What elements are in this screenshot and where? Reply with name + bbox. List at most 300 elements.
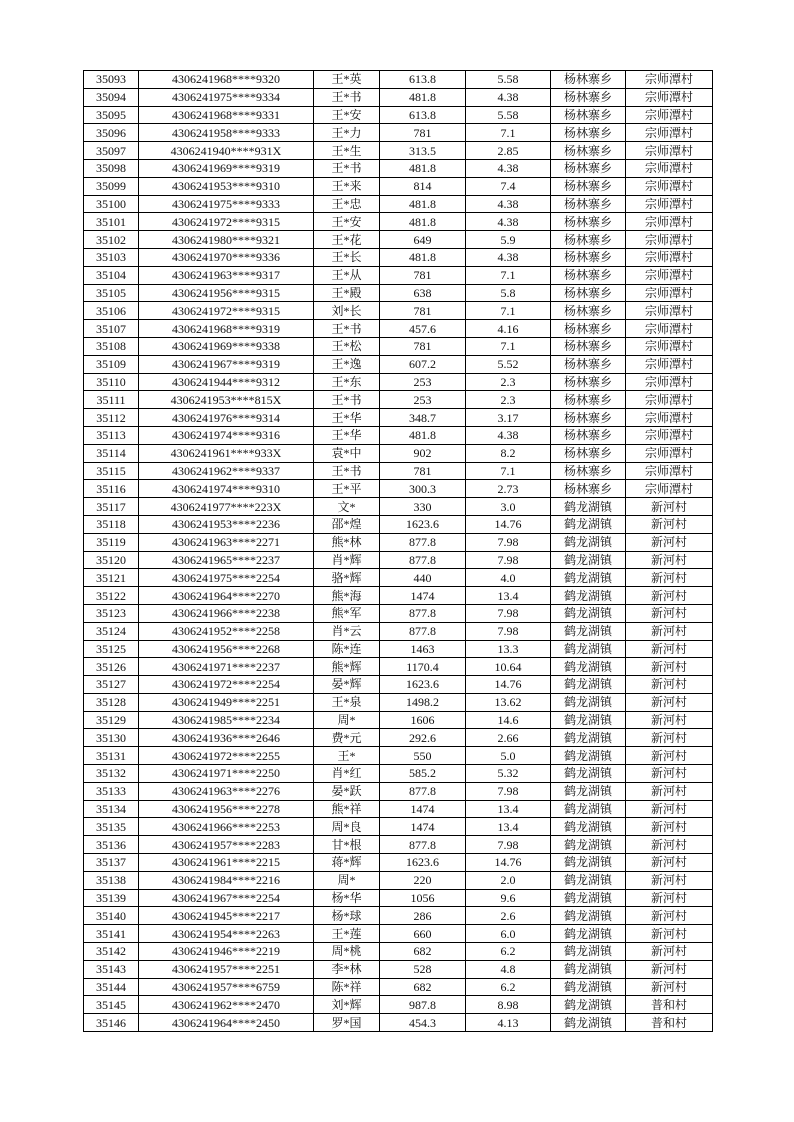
cell-village: 宗师潭村 xyxy=(626,480,713,498)
cell-area: 14.76 xyxy=(466,676,551,694)
cell-village: 新河村 xyxy=(626,498,713,516)
cell-village: 新河村 xyxy=(626,569,713,587)
cell-township: 鹤龙湖镇 xyxy=(551,943,626,961)
cell-id-number: 4306241953****2236 xyxy=(139,515,314,533)
table-row xyxy=(84,426,713,444)
table-row xyxy=(84,943,713,961)
cell-name: 王*花 xyxy=(314,231,380,249)
table-row xyxy=(84,444,713,462)
cell-village: 新河村 xyxy=(626,729,713,747)
cell-area: 7.4 xyxy=(466,177,551,195)
cell-amount: 1170.4 xyxy=(380,658,466,676)
table-row xyxy=(84,747,713,765)
cell-id-number: 4306241972****2254 xyxy=(139,676,314,694)
cell-village: 普和村 xyxy=(626,996,713,1014)
cell-name: 李*林 xyxy=(314,960,380,978)
table-row xyxy=(84,871,713,889)
table-row xyxy=(84,729,713,747)
cell-name: 王*殿 xyxy=(314,284,380,302)
cell-village: 宗师潭村 xyxy=(626,444,713,462)
cell-area: 4.0 xyxy=(466,569,551,587)
cell-amount: 440 xyxy=(380,569,466,587)
cell-amount: 1056 xyxy=(380,889,466,907)
cell-serial: 35096 xyxy=(84,124,139,142)
cell-name: 王*书 xyxy=(314,88,380,106)
table-row xyxy=(84,124,713,142)
cell-township: 鹤龙湖镇 xyxy=(551,569,626,587)
cell-serial: 35117 xyxy=(84,498,139,516)
cell-serial: 35131 xyxy=(84,747,139,765)
cell-village: 宗师潭村 xyxy=(626,231,713,249)
cell-village: 新河村 xyxy=(626,622,713,640)
cell-area: 4.13 xyxy=(466,1014,551,1032)
cell-serial: 35114 xyxy=(84,444,139,462)
cell-id-number: 4306241963****9317 xyxy=(139,266,314,284)
cell-id-number: 4306241957****6759 xyxy=(139,978,314,996)
cell-village: 新河村 xyxy=(626,693,713,711)
cell-serial: 35113 xyxy=(84,426,139,444)
cell-amount: 253 xyxy=(380,373,466,391)
cell-amount: 638 xyxy=(380,284,466,302)
cell-name: 刘*辉 xyxy=(314,996,380,1014)
table-row xyxy=(84,320,713,338)
cell-id-number: 4306241966****2253 xyxy=(139,818,314,836)
cell-serial: 35093 xyxy=(84,71,139,89)
cell-village: 新河村 xyxy=(626,782,713,800)
cell-serial: 35098 xyxy=(84,159,139,177)
cell-area: 14.6 xyxy=(466,711,551,729)
cell-name: 周* xyxy=(314,711,380,729)
cell-id-number: 4306241956****9315 xyxy=(139,284,314,302)
cell-name: 熊*祥 xyxy=(314,800,380,818)
cell-id-number: 4306241956****2278 xyxy=(139,800,314,818)
cell-village: 新河村 xyxy=(626,587,713,605)
cell-name: 甘*根 xyxy=(314,836,380,854)
cell-area: 13.3 xyxy=(466,640,551,658)
cell-township: 杨林寨乡 xyxy=(551,444,626,462)
cell-township: 鹤龙湖镇 xyxy=(551,800,626,818)
cell-area: 2.3 xyxy=(466,391,551,409)
cell-township: 鹤龙湖镇 xyxy=(551,658,626,676)
cell-id-number: 4306241957****2283 xyxy=(139,836,314,854)
cell-township: 鹤龙湖镇 xyxy=(551,551,626,569)
cell-area: 5.58 xyxy=(466,71,551,89)
cell-id-number: 4306241945****2217 xyxy=(139,907,314,925)
cell-serial: 35137 xyxy=(84,854,139,872)
cell-amount: 550 xyxy=(380,747,466,765)
cell-serial: 35122 xyxy=(84,587,139,605)
cell-area: 6.0 xyxy=(466,925,551,943)
cell-id-number: 4306241963****2276 xyxy=(139,782,314,800)
cell-amount: 781 xyxy=(380,462,466,480)
cell-serial: 35141 xyxy=(84,925,139,943)
cell-id-number: 4306241936****2646 xyxy=(139,729,314,747)
cell-township: 杨林寨乡 xyxy=(551,88,626,106)
cell-township: 杨林寨乡 xyxy=(551,231,626,249)
cell-name: 杨*球 xyxy=(314,907,380,925)
cell-village: 宗师潭村 xyxy=(626,106,713,124)
cell-area: 5.0 xyxy=(466,747,551,765)
cell-id-number: 4306241964****2270 xyxy=(139,587,314,605)
cell-area: 5.52 xyxy=(466,355,551,373)
cell-township: 鹤龙湖镇 xyxy=(551,836,626,854)
table-row xyxy=(84,854,713,872)
cell-id-number: 4306241954****2263 xyxy=(139,925,314,943)
cell-township: 鹤龙湖镇 xyxy=(551,515,626,533)
cell-village: 普和村 xyxy=(626,1014,713,1032)
cell-amount: 877.8 xyxy=(380,836,466,854)
cell-area: 2.0 xyxy=(466,871,551,889)
cell-area: 4.38 xyxy=(466,248,551,266)
cell-serial: 35105 xyxy=(84,284,139,302)
cell-serial: 35095 xyxy=(84,106,139,124)
cell-amount: 220 xyxy=(380,871,466,889)
cell-amount: 330 xyxy=(380,498,466,516)
cell-township: 鹤龙湖镇 xyxy=(551,622,626,640)
cell-village: 新河村 xyxy=(626,640,713,658)
cell-village: 新河村 xyxy=(626,515,713,533)
cell-amount: 613.8 xyxy=(380,71,466,89)
table-row xyxy=(84,782,713,800)
cell-name: 王* xyxy=(314,747,380,765)
table-row xyxy=(84,373,713,391)
cell-village: 新河村 xyxy=(626,800,713,818)
cell-name: 陈*连 xyxy=(314,640,380,658)
cell-village: 新河村 xyxy=(626,871,713,889)
cell-name: 晏*跃 xyxy=(314,782,380,800)
cell-serial: 35133 xyxy=(84,782,139,800)
cell-area: 14.76 xyxy=(466,854,551,872)
cell-area: 7.98 xyxy=(466,622,551,640)
cell-village: 新河村 xyxy=(626,533,713,551)
cell-township: 杨林寨乡 xyxy=(551,480,626,498)
cell-township: 杨林寨乡 xyxy=(551,284,626,302)
cell-township: 鹤龙湖镇 xyxy=(551,1014,626,1032)
cell-name: 王*平 xyxy=(314,480,380,498)
cell-id-number: 4306241958****9333 xyxy=(139,124,314,142)
cell-township: 鹤龙湖镇 xyxy=(551,889,626,907)
cell-name: 蒋*辉 xyxy=(314,854,380,872)
cell-village: 宗师潭村 xyxy=(626,248,713,266)
cell-amount: 607.2 xyxy=(380,355,466,373)
cell-amount: 877.8 xyxy=(380,533,466,551)
cell-amount: 585.2 xyxy=(380,765,466,783)
cell-id-number: 4306241957****2251 xyxy=(139,960,314,978)
cell-amount: 1623.6 xyxy=(380,515,466,533)
cell-amount: 1606 xyxy=(380,711,466,729)
cell-village: 新河村 xyxy=(626,711,713,729)
cell-serial: 35127 xyxy=(84,676,139,694)
cell-amount: 1474 xyxy=(380,818,466,836)
cell-village: 新河村 xyxy=(626,676,713,694)
cell-area: 7.98 xyxy=(466,551,551,569)
cell-amount: 348.7 xyxy=(380,409,466,427)
cell-amount: 457.6 xyxy=(380,320,466,338)
cell-village: 宗师潭村 xyxy=(626,142,713,160)
cell-name: 王*生 xyxy=(314,142,380,160)
cell-township: 鹤龙湖镇 xyxy=(551,996,626,1014)
table-row xyxy=(84,159,713,177)
cell-id-number: 4306241977****223X xyxy=(139,498,314,516)
cell-id-number: 4306241969****9338 xyxy=(139,337,314,355)
cell-name: 王*华 xyxy=(314,409,380,427)
cell-serial: 35111 xyxy=(84,391,139,409)
table-row xyxy=(84,231,713,249)
cell-serial: 35097 xyxy=(84,142,139,160)
cell-township: 杨林寨乡 xyxy=(551,124,626,142)
cell-id-number: 4306241961****2215 xyxy=(139,854,314,872)
table-row xyxy=(84,355,713,373)
subsidy-table xyxy=(83,70,713,1032)
table-row xyxy=(84,142,713,160)
cell-village: 宗师潭村 xyxy=(626,177,713,195)
cell-area: 14.76 xyxy=(466,515,551,533)
cell-area: 7.1 xyxy=(466,124,551,142)
cell-id-number: 4306241940****931X xyxy=(139,142,314,160)
cell-name: 王*莲 xyxy=(314,925,380,943)
cell-area: 7.1 xyxy=(466,462,551,480)
cell-name: 王*泉 xyxy=(314,693,380,711)
cell-village: 新河村 xyxy=(626,943,713,961)
table-row xyxy=(84,302,713,320)
cell-township: 杨林寨乡 xyxy=(551,213,626,231)
cell-name: 周*良 xyxy=(314,818,380,836)
cell-name: 刘*长 xyxy=(314,302,380,320)
cell-name: 王*东 xyxy=(314,373,380,391)
table-row xyxy=(84,800,713,818)
cell-area: 3.0 xyxy=(466,498,551,516)
cell-id-number: 4306241956****2268 xyxy=(139,640,314,658)
table-row xyxy=(84,213,713,231)
cell-township: 鹤龙湖镇 xyxy=(551,498,626,516)
cell-name: 骆*辉 xyxy=(314,569,380,587)
cell-township: 杨林寨乡 xyxy=(551,391,626,409)
cell-amount: 481.8 xyxy=(380,88,466,106)
cell-id-number: 4306241985****2234 xyxy=(139,711,314,729)
cell-area: 13.4 xyxy=(466,587,551,605)
table-body xyxy=(84,71,713,1032)
cell-name: 周*桃 xyxy=(314,943,380,961)
cell-amount: 613.8 xyxy=(380,106,466,124)
cell-name: 王*安 xyxy=(314,213,380,231)
cell-name: 熊*海 xyxy=(314,587,380,605)
cell-id-number: 4306241972****9315 xyxy=(139,213,314,231)
cell-amount: 528 xyxy=(380,960,466,978)
cell-village: 新河村 xyxy=(626,836,713,854)
cell-serial: 35126 xyxy=(84,658,139,676)
cell-serial: 35121 xyxy=(84,569,139,587)
cell-amount: 481.8 xyxy=(380,213,466,231)
cell-village: 宗师潭村 xyxy=(626,320,713,338)
cell-id-number: 4306241974****9316 xyxy=(139,426,314,444)
cell-id-number: 4306241969****9319 xyxy=(139,159,314,177)
cell-village: 新河村 xyxy=(626,551,713,569)
cell-amount: 781 xyxy=(380,337,466,355)
cell-id-number: 4306241953****9310 xyxy=(139,177,314,195)
table-row xyxy=(84,533,713,551)
cell-area: 4.38 xyxy=(466,213,551,231)
cell-area: 7.1 xyxy=(466,337,551,355)
cell-village: 新河村 xyxy=(626,978,713,996)
cell-amount: 1498.2 xyxy=(380,693,466,711)
cell-id-number: 4306241968****9319 xyxy=(139,320,314,338)
cell-township: 杨林寨乡 xyxy=(551,409,626,427)
cell-amount: 877.8 xyxy=(380,551,466,569)
cell-township: 鹤龙湖镇 xyxy=(551,640,626,658)
cell-amount: 1474 xyxy=(380,587,466,605)
cell-village: 宗师潭村 xyxy=(626,373,713,391)
table-row xyxy=(84,960,713,978)
cell-township: 鹤龙湖镇 xyxy=(551,711,626,729)
cell-amount: 987.8 xyxy=(380,996,466,1014)
cell-village: 宗师潭村 xyxy=(626,284,713,302)
table-row xyxy=(84,177,713,195)
cell-township: 鹤龙湖镇 xyxy=(551,747,626,765)
cell-village: 宗师潭村 xyxy=(626,409,713,427)
cell-serial: 35112 xyxy=(84,409,139,427)
cell-village: 新河村 xyxy=(626,854,713,872)
cell-id-number: 4306241962****9337 xyxy=(139,462,314,480)
cell-amount: 1474 xyxy=(380,800,466,818)
cell-name: 肖*云 xyxy=(314,622,380,640)
cell-township: 鹤龙湖镇 xyxy=(551,587,626,605)
table-row xyxy=(84,551,713,569)
table-row xyxy=(84,248,713,266)
cell-amount: 1463 xyxy=(380,640,466,658)
cell-township: 鹤龙湖镇 xyxy=(551,729,626,747)
cell-township: 杨林寨乡 xyxy=(551,177,626,195)
cell-village: 宗师潭村 xyxy=(626,124,713,142)
cell-serial: 35143 xyxy=(84,960,139,978)
cell-id-number: 4306241962****2470 xyxy=(139,996,314,1014)
cell-amount: 1623.6 xyxy=(380,854,466,872)
cell-township: 杨林寨乡 xyxy=(551,302,626,320)
cell-id-number: 4306241972****2255 xyxy=(139,747,314,765)
cell-serial: 35119 xyxy=(84,533,139,551)
table-row xyxy=(84,71,713,89)
cell-amount: 781 xyxy=(380,266,466,284)
cell-name: 费*元 xyxy=(314,729,380,747)
cell-area: 13.62 xyxy=(466,693,551,711)
cell-village: 宗师潭村 xyxy=(626,266,713,284)
cell-name: 肖*红 xyxy=(314,765,380,783)
cell-area: 2.85 xyxy=(466,142,551,160)
cell-township: 鹤龙湖镇 xyxy=(551,693,626,711)
cell-serial: 35145 xyxy=(84,996,139,1014)
cell-id-number: 4306241975****9333 xyxy=(139,195,314,213)
cell-serial: 35129 xyxy=(84,711,139,729)
cell-serial: 35109 xyxy=(84,355,139,373)
table-row xyxy=(84,1014,713,1032)
cell-serial: 35124 xyxy=(84,622,139,640)
cell-township: 杨林寨乡 xyxy=(551,106,626,124)
cell-serial: 35123 xyxy=(84,604,139,622)
cell-village: 宗师潭村 xyxy=(626,355,713,373)
cell-township: 鹤龙湖镇 xyxy=(551,907,626,925)
cell-area: 8.98 xyxy=(466,996,551,1014)
cell-village: 宗师潭村 xyxy=(626,391,713,409)
cell-area: 13.4 xyxy=(466,818,551,836)
cell-id-number: 4306241953****815X xyxy=(139,391,314,409)
cell-township: 鹤龙湖镇 xyxy=(551,871,626,889)
cell-area: 5.9 xyxy=(466,231,551,249)
cell-township: 鹤龙湖镇 xyxy=(551,978,626,996)
cell-area: 10.64 xyxy=(466,658,551,676)
cell-serial: 35102 xyxy=(84,231,139,249)
cell-name: 王*书 xyxy=(314,320,380,338)
cell-serial: 35142 xyxy=(84,943,139,961)
cell-serial: 35103 xyxy=(84,248,139,266)
cell-village: 宗师潭村 xyxy=(626,302,713,320)
cell-area: 3.17 xyxy=(466,409,551,427)
cell-serial: 35115 xyxy=(84,462,139,480)
cell-amount: 877.8 xyxy=(380,622,466,640)
cell-id-number: 4306241964****2450 xyxy=(139,1014,314,1032)
cell-village: 新河村 xyxy=(626,907,713,925)
cell-township: 鹤龙湖镇 xyxy=(551,604,626,622)
cell-area: 7.1 xyxy=(466,302,551,320)
cell-amount: 481.8 xyxy=(380,426,466,444)
cell-serial: 35104 xyxy=(84,266,139,284)
cell-amount: 1623.6 xyxy=(380,676,466,694)
cell-serial: 35100 xyxy=(84,195,139,213)
cell-area: 7.1 xyxy=(466,266,551,284)
cell-amount: 649 xyxy=(380,231,466,249)
cell-village: 宗师潭村 xyxy=(626,462,713,480)
cell-amount: 682 xyxy=(380,978,466,996)
table-row xyxy=(84,498,713,516)
cell-area: 13.4 xyxy=(466,800,551,818)
cell-id-number: 4306241975****9334 xyxy=(139,88,314,106)
cell-amount: 682 xyxy=(380,943,466,961)
cell-area: 6.2 xyxy=(466,978,551,996)
cell-township: 鹤龙湖镇 xyxy=(551,854,626,872)
table-row xyxy=(84,765,713,783)
cell-township: 鹤龙湖镇 xyxy=(551,676,626,694)
cell-amount: 877.8 xyxy=(380,782,466,800)
cell-village: 新河村 xyxy=(626,747,713,765)
table-row xyxy=(84,515,713,533)
cell-area: 7.98 xyxy=(466,836,551,854)
cell-serial: 35138 xyxy=(84,871,139,889)
cell-id-number: 4306241949****2251 xyxy=(139,693,314,711)
cell-area: 7.98 xyxy=(466,533,551,551)
cell-id-number: 4306241966****2238 xyxy=(139,604,314,622)
cell-id-number: 4306241968****9320 xyxy=(139,71,314,89)
table-row xyxy=(84,391,713,409)
cell-amount: 286 xyxy=(380,907,466,925)
cell-area: 4.8 xyxy=(466,960,551,978)
cell-name: 王*长 xyxy=(314,248,380,266)
cell-township: 杨林寨乡 xyxy=(551,71,626,89)
cell-id-number: 4306241967****9319 xyxy=(139,355,314,373)
cell-id-number: 4306241952****2258 xyxy=(139,622,314,640)
cell-area: 9.6 xyxy=(466,889,551,907)
cell-amount: 313.5 xyxy=(380,142,466,160)
cell-name: 王*力 xyxy=(314,124,380,142)
cell-amount: 253 xyxy=(380,391,466,409)
cell-village: 新河村 xyxy=(626,604,713,622)
cell-area: 4.38 xyxy=(466,88,551,106)
table-row xyxy=(84,604,713,622)
table-row xyxy=(84,462,713,480)
table-row xyxy=(84,337,713,355)
cell-serial: 35101 xyxy=(84,213,139,231)
cell-serial: 35136 xyxy=(84,836,139,854)
cell-id-number: 4306241965****2237 xyxy=(139,551,314,569)
cell-township: 鹤龙湖镇 xyxy=(551,818,626,836)
cell-name: 杨*华 xyxy=(314,889,380,907)
